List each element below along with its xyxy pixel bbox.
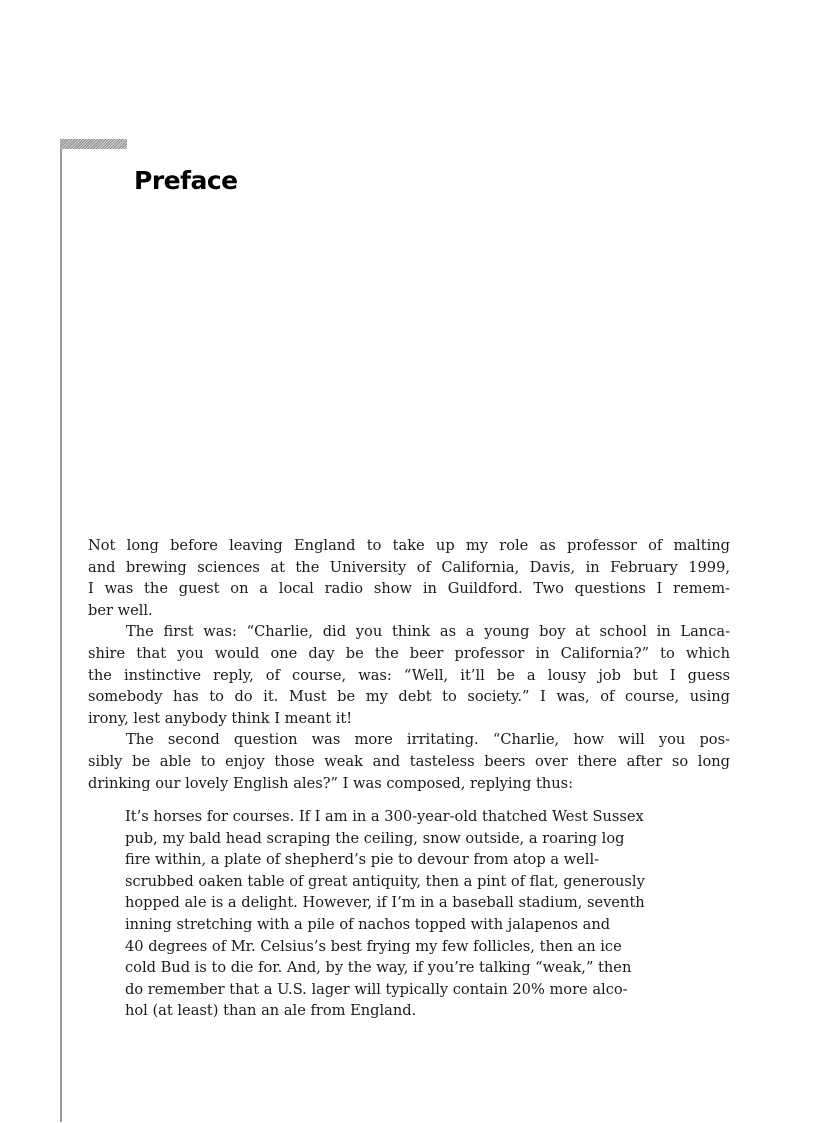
paragraph-3-line-3: drinking our lovely English ales?” I was composed, replying thus: [88, 774, 574, 792]
quote-line-2: pub, my bald head scraping the ceiling, snow outside, a roaring log [125, 829, 625, 847]
paragraph-2-line-3: the instinctive reply, of course, was: “Well, it’ll be a lousy job but I guess [88, 666, 730, 684]
quote-line-9: do remember that a U.S. lager will typically contain 20% more alco- [125, 980, 628, 998]
paragraph-2-line-5: irony, lest anybody think I meant it! [88, 709, 353, 727]
quote-line-1: It’s horses for courses. If I am in a 300-year-old thatched West Sussex [125, 808, 644, 825]
quote-line-4: scrubbed oaken table of great antiquity, then a pint of flat, generously [125, 872, 645, 890]
paragraph-2-line-2: shire that you would one day be the beer professor in California?” to which [88, 644, 730, 662]
paragraph-1-line-4: ber well. [88, 601, 153, 619]
quote-line-3: fire within, a plate of shepherd’s pie to devour from atop a well- [125, 851, 600, 869]
quote-line-6: inning stretching with a pile of nachos topped with jalapenos and [125, 915, 611, 933]
chapter-tab-decoration [60, 139, 127, 149]
quote-line-7: 40 degrees of Mr. Celsius’s best frying my few follicles, then an ice [125, 937, 622, 955]
chapter-title: Preface [134, 166, 238, 195]
block-quote [125, 806, 725, 1022]
paragraph-1-line-2: and brewing sciences at the University of California, Davis, in February 1999, [88, 558, 730, 576]
paragraph-3-line-1: The second question was more irritating. “Charlie, how will you pos- [126, 731, 730, 749]
quote-line-5: hopped ale is a delight. However, if I’m in a baseball stadium, seventh [125, 894, 645, 912]
paragraph-1-line-3: I was the guest on a local radio show in Guildford. Two questions I remem- [88, 580, 730, 598]
paragraph-2-line-4: somebody has to do it. Must be my debt to society.” I was, of course, using [88, 688, 730, 706]
paragraph-2-line-1: The first was: “Charlie, did you think as a young boy at school in Lanca- [126, 623, 730, 641]
paragraph-1-line-1: Not long before leaving England to take up my role as professor of malting [88, 537, 730, 554]
quote-line-8: cold Bud is to die for. And, by the way, if you’re talking “weak,” then [125, 959, 632, 977]
quote-line-10: hol (at least) than an ale from England. [125, 1002, 417, 1020]
body-text [88, 535, 730, 794]
paragraph-3-line-2: sibly be able to enjoy those weak and tasteless beers over there after so long [88, 752, 730, 770]
margin-rule [60, 140, 62, 1122]
